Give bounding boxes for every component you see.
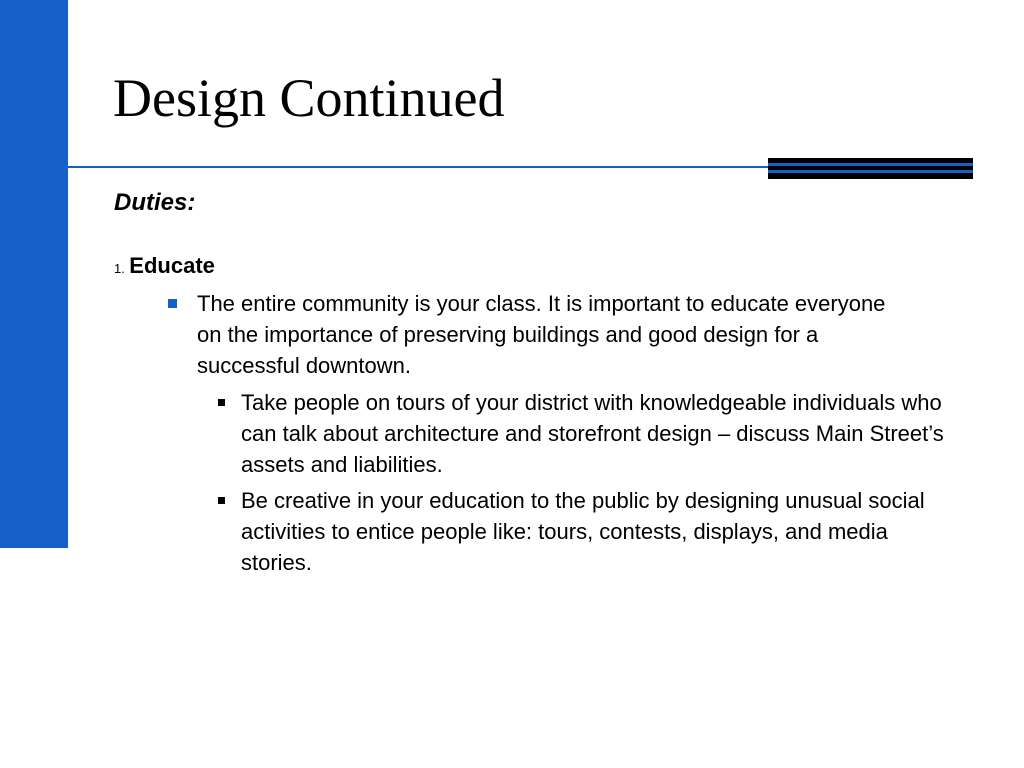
sub-bullet-text: Be creative in your education to the public by designing unusual social activities to entice people like: tours, contests, displays, and media stories. <box>241 488 925 575</box>
left-accent-bar <box>0 0 68 548</box>
slide-subtitle: Duties: <box>114 189 196 216</box>
bullet-text: The entire community is your class. It is important to educate everyone on the importance of preserving buildings and good design for a successful downtown. <box>197 291 886 378</box>
title-divider-block <box>768 158 973 179</box>
sub-bullet-item <box>218 387 948 480</box>
square-bullet-icon <box>218 497 225 504</box>
divider-stripe <box>768 163 973 166</box>
divider-stripe <box>768 170 973 173</box>
square-bullet-icon <box>218 399 225 406</box>
bullet-item <box>168 288 908 381</box>
sub-bullet-item <box>218 485 948 578</box>
title-divider-line <box>68 166 773 168</box>
item-number: 1. <box>114 261 125 276</box>
slide-title: Design Continued <box>113 68 505 128</box>
square-bullet-icon <box>168 299 177 308</box>
item-heading: Educate <box>129 253 215 278</box>
numbered-item <box>114 252 215 283</box>
sub-bullet-text: Take people on tours of your district with knowledgeable individuals who can talk about architecture and storefront design – discuss Main Street’s assets and liabilities. <box>241 390 944 477</box>
